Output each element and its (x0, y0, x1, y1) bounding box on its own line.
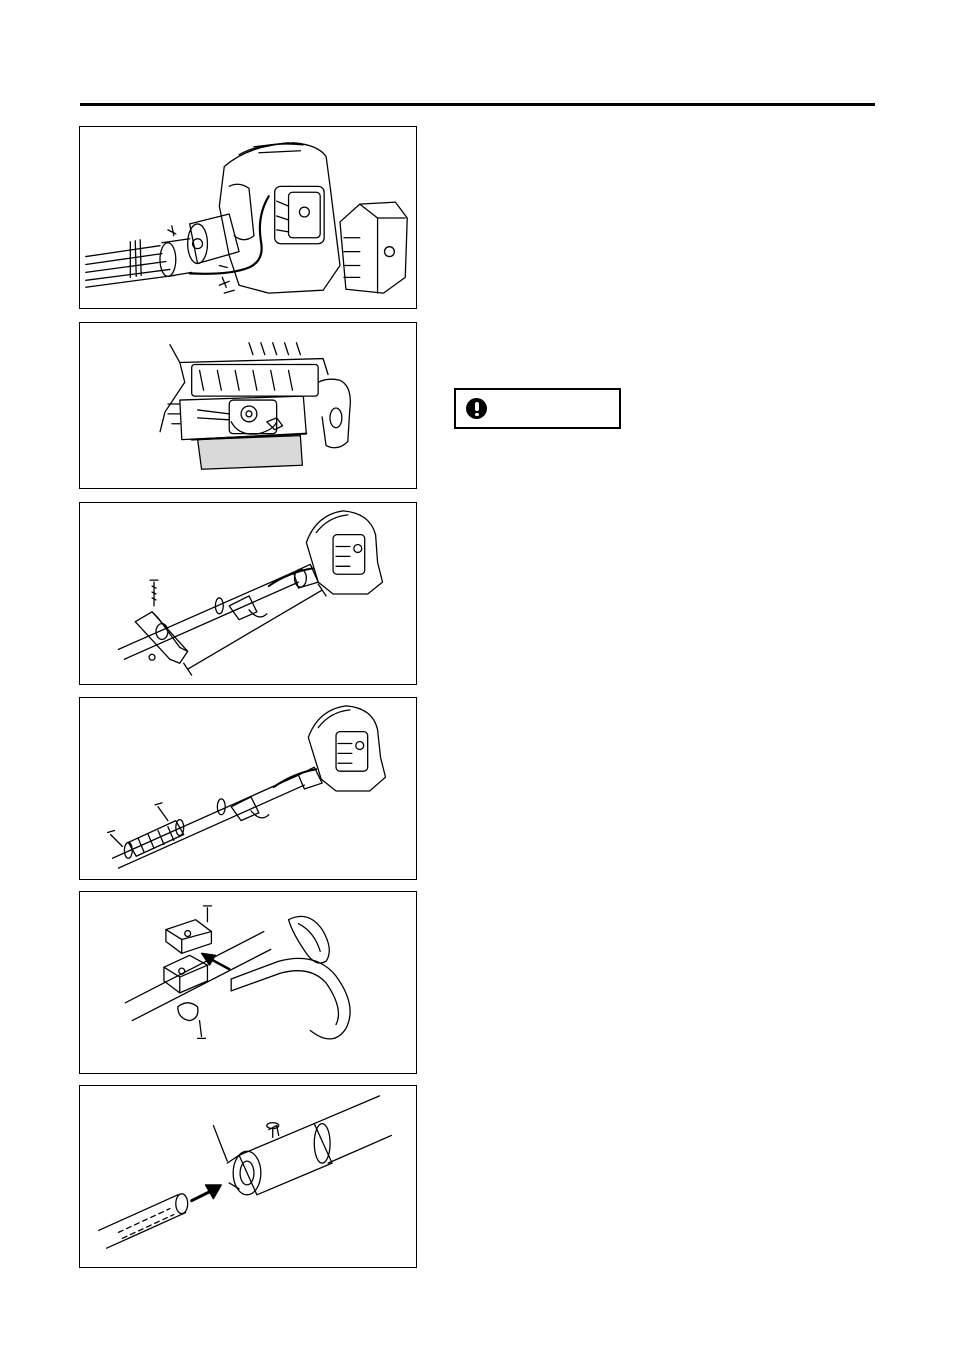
figure-handle-clamp (79, 891, 417, 1074)
figure-shaft-coupling (79, 1085, 417, 1268)
figure-front-grip (79, 697, 417, 880)
figure-loop-handle (79, 502, 417, 685)
header-rule (80, 103, 875, 106)
caution-box (454, 388, 621, 429)
figure-carburetor (79, 322, 417, 489)
figure-engine-housing (79, 126, 417, 309)
exclamation-icon (466, 398, 487, 419)
